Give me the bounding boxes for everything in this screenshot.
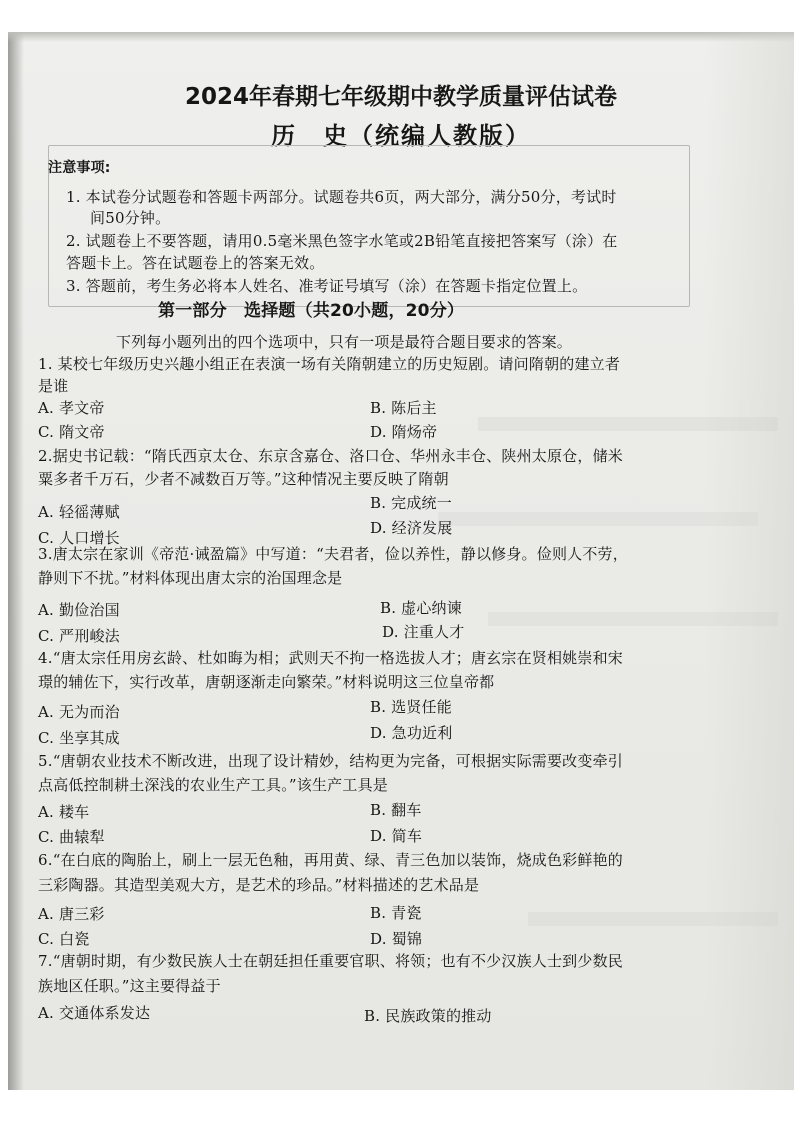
part1-instruction: 下列每小题列出的四个选项中，只有一项是最符合题目要求的答案。: [116, 333, 573, 351]
question-2-option-a: A. 轻徭薄赋: [38, 503, 120, 521]
question-3-stem-cont: 静则下不扰。”材料体现出唐太宗的治国理念是: [38, 569, 343, 587]
notice-line: 2. 试题卷上不要答题，请用0.5毫米黑色签字水笔或2B铅笔直接把答案写（涂）在: [66, 232, 618, 250]
show-through-mark: [488, 612, 778, 626]
show-through-mark: [438, 512, 758, 526]
notice-line: 1. 本试卷分试题卷和答题卡两部分。试题卷共6页，两大部分，满分50分，考试时: [66, 188, 617, 206]
question-1-option-b: B. 陈后主: [370, 399, 437, 417]
question-6-option-b: B. 青瓷: [370, 904, 422, 922]
question-6-stem-cont: 三彩陶器。其造型美观大方，是艺术的珍品。”材料描述的艺术品是: [38, 876, 480, 894]
question-4-option-a: A. 无为而治: [38, 703, 120, 721]
question-1-option-c: C. 隋文帝: [38, 423, 105, 441]
question-3-option-c: C. 严刑峻法: [38, 627, 120, 645]
show-through-mark: [528, 912, 778, 926]
notice-line: 答题卡上。答在试题卷上的答案无效。: [66, 254, 325, 272]
question-2-option-d: D. 经济发展: [370, 519, 453, 537]
question-7-stem: 7.“唐朝时期，有少数民族人士在朝廷担任重要官职、将领；也有不少汉族人士到少数民: [38, 952, 623, 970]
question-3-option-b: B. 虚心纳谏: [380, 599, 462, 617]
question-6-option-c: C. 白瓷: [38, 930, 90, 948]
show-through-mark: [478, 417, 778, 431]
question-3-stem: 3.唐太宗在家训《帝范·诫盈篇》中写道：“夫君者，俭以养性，静以修身。俭则人不劳，: [38, 545, 628, 563]
notice-line: 间50分钟。: [90, 209, 171, 227]
question-1-option-a: A. 孝文帝: [38, 399, 105, 417]
question-7-option-a: A. 交通体系发达: [38, 1004, 151, 1022]
exam-title: 2024年春期七年级期中教学质量评估试卷: [184, 84, 617, 110]
question-3-option-a: A. 勤俭治国: [38, 601, 120, 619]
question-4-option-b: B. 选贤任能: [370, 698, 452, 716]
question-4-stem: 4.“唐太宗任用房玄龄、杜如晦为相；武则天不拘一格选拔人才；唐玄宗在贤相姚崇和宋: [38, 649, 623, 667]
question-5-option-d: D. 简车: [370, 827, 423, 845]
question-1-stem-cont: 是谁: [38, 377, 69, 395]
question-6-option-d: D. 蜀锦: [370, 930, 423, 948]
exam-paper: [8, 32, 794, 1090]
question-7-option-b: B. 民族政策的推动: [364, 1007, 492, 1025]
question-4-option-c: C. 坐享其成: [38, 729, 120, 747]
question-4-stem-cont: 璟的辅佐下，实行改革，唐朝逐渐走向繁荣。”材料说明这三位皇帝都: [38, 673, 495, 691]
notice-line: 3. 答题前，考生务必将本人姓名、准考证号填写（涂）在答题卡指定位置上。: [66, 277, 588, 295]
question-6-stem: 6.“在白底的陶胎上，刷上一层无色釉，再用黄、绿、青三色加以装饰，烧成色彩鲜艳的: [38, 851, 623, 869]
question-2-stem: 2.据史书记载：“隋氏西京太仓、东京含嘉仓、洛口仓、华州永丰仓、陕州太原仓，储米: [38, 447, 623, 465]
question-6-option-a: A. 唐三彩: [38, 905, 105, 923]
question-5-option-a: A. 耧车: [38, 803, 90, 821]
question-3-option-d: D. 注重人才: [382, 623, 465, 641]
exam-subtitle: 历 史（统编人教版）: [271, 122, 531, 150]
question-5-option-b: B. 翻车: [370, 801, 422, 819]
question-7-stem-cont: 族地区任职。”这主要得益于: [38, 977, 221, 995]
question-5-stem: 5.“唐朝农业技术不断改进，出现了设计精妙，结构更为完备，可根据实际需要改变牵引: [38, 752, 623, 770]
question-1-stem: 1. 某校七年级历史兴趣小组正在表演一场有关隋朝建立的历史短剧。请问隋朝的建立者: [38, 355, 621, 373]
notice-heading: 注意事项:: [48, 160, 111, 176]
page-top-shadow: [8, 32, 794, 42]
page-right-shade: [704, 32, 794, 1090]
question-2-option-c: C. 人口增长: [38, 529, 120, 547]
part1-title: 第一部分 选择题（共20小题，20分）: [158, 301, 465, 321]
question-4-option-d: D. 急功近利: [370, 724, 453, 742]
question-1-option-d: D. 隋炀帝: [370, 423, 438, 441]
question-5-option-c: C. 曲辕犁: [38, 828, 105, 846]
page-edge-shadow: [8, 32, 24, 1090]
question-2-option-b: B. 完成统一: [370, 494, 452, 512]
question-2-stem-cont: 粟多者千万石，少者不减数百万等。”这种情况主要反映了隋朝: [38, 470, 449, 488]
question-5-stem-cont: 点高低控制耕土深浅的农业生产工具。”该生产工具是: [38, 776, 388, 794]
